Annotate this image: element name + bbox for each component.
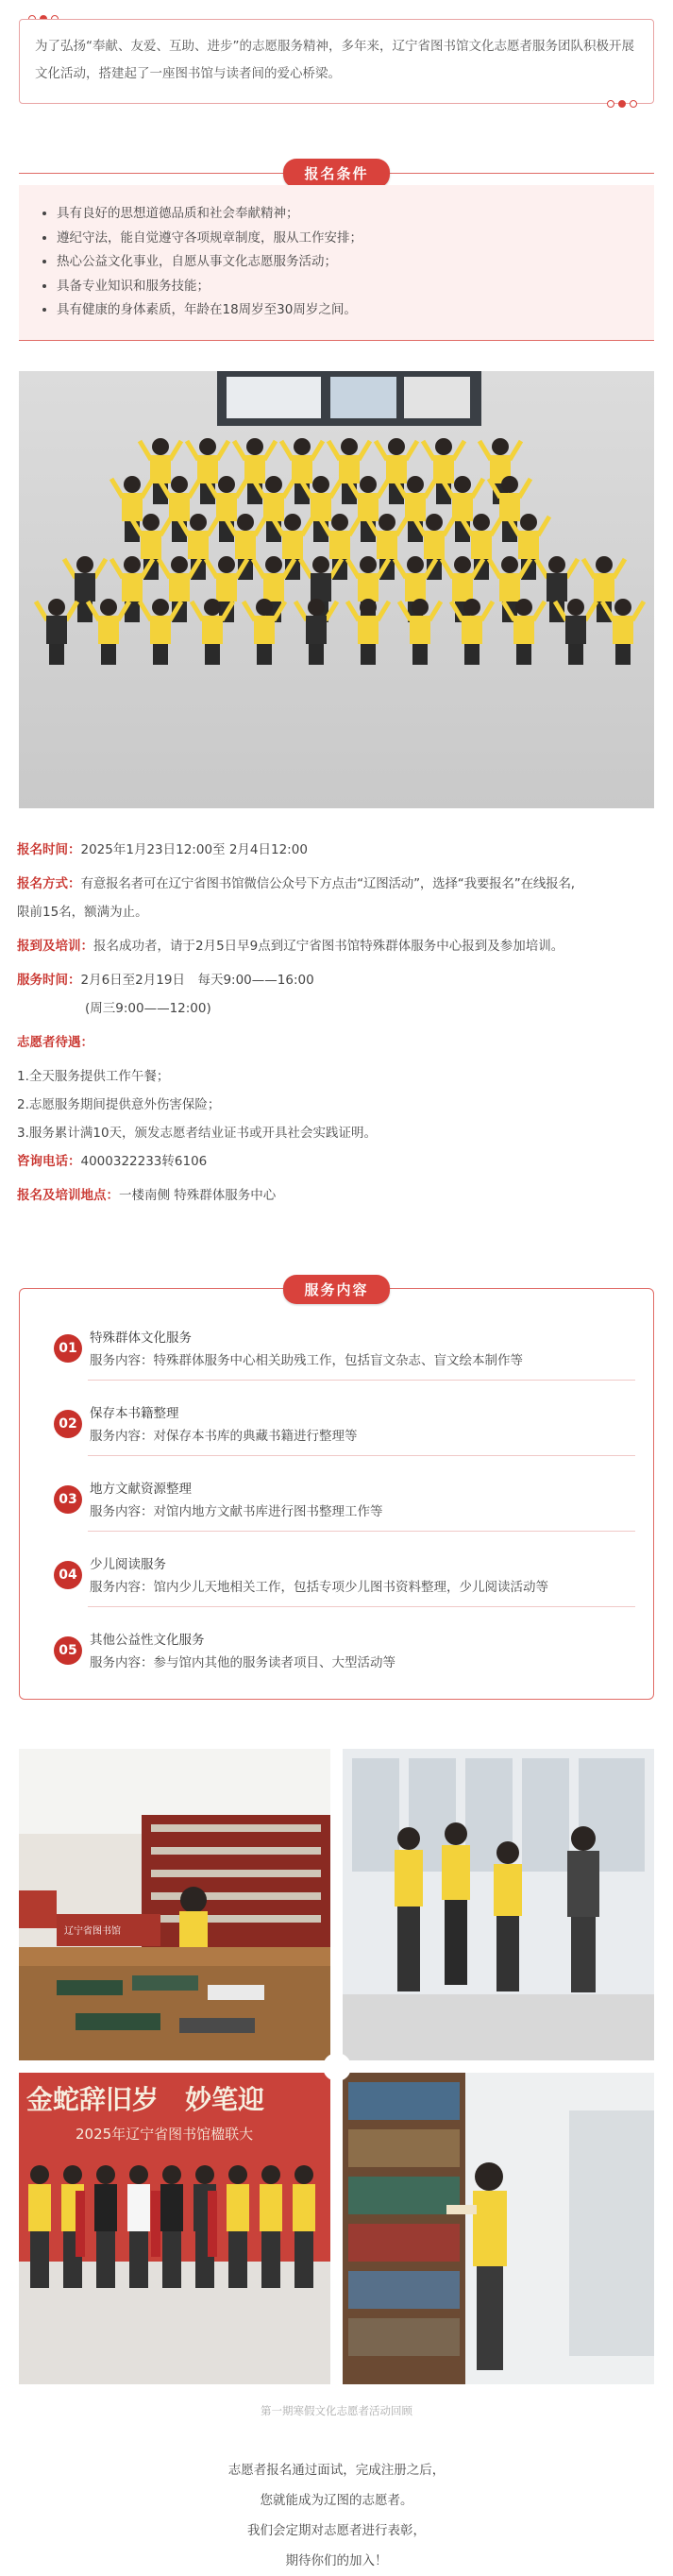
closing-text <box>0 2455 673 2576</box>
services-heading: 服务内容 <box>283 1275 389 1304</box>
closing-line: 我们会定期对志愿者进行表彰， <box>247 2523 426 2538</box>
service-title: 特殊群体文化服务 <box>90 1330 192 1346</box>
closing-line: 期待你们的加入！ <box>285 2553 388 2568</box>
service-time-value: 2月6日至2月19日 每天9:00——16:00 <box>80 973 314 988</box>
photo-volunteers-talk <box>343 1749 654 2060</box>
info-block <box>17 836 659 1210</box>
conditions-heading: 报名条件 <box>283 159 389 188</box>
service-title: 其他公益性文化服务 <box>90 1633 205 1648</box>
event-people <box>28 2165 315 2288</box>
service-desc: 服务内容：对保存本书库的典藏书籍进行整理等 <box>90 1429 358 1444</box>
service-time-label: 服务时间： <box>17 973 81 988</box>
intro-box <box>19 19 654 104</box>
booth-sign-text: 辽宁省图书馆 <box>64 1926 121 1937</box>
service-title: 少儿阅读服务 <box>90 1557 166 1572</box>
service-time-row <box>17 966 659 994</box>
condition-item: • 热心公益文化事业，自愿从事文化志愿服务活动； <box>57 250 635 275</box>
decor-dot <box>618 100 626 108</box>
service-time-cont: (周三9:00——12:00) <box>85 1001 211 1016</box>
condition-item: • 具备专业知识和服务技能； <box>57 275 635 299</box>
group-photo <box>19 371 654 808</box>
benefit-item: 2.志愿服务期间提供意外伤害保险； <box>17 1097 221 1112</box>
conditions-heading-wrap <box>0 159 673 188</box>
location-row <box>17 1181 659 1210</box>
photo-volunteers-talk-image <box>343 1749 654 2060</box>
group-photo-image <box>19 371 654 808</box>
service-desc: 服务内容：馆内少儿天地相关工作，包括专项少儿图书资料整理，少儿阅读活动等 <box>90 1580 548 1595</box>
service-desc: 服务内容：参与馆内其他的服务读者项目、大型活动等 <box>90 1655 395 1670</box>
training-row <box>17 932 659 960</box>
signup-time-value: 2025年1月23日12:00至 2月4日12:00 <box>80 842 308 857</box>
intro-text: 为了弘扬“奉献、友爱、互助、进步”的志愿服务精神，多年来，辽宁省图书馆文化志愿者服务团队积极开展文化活动，搭建起了一座图书馆与读者间的爱心桥梁。 <box>35 39 634 81</box>
signup-method-label: 报名方式： <box>17 876 81 891</box>
photo-caption: 第一期寒假文化志愿者活动回顾 <box>261 2404 412 2417</box>
phone-value: 4000322233转6106 <box>80 1154 208 1169</box>
conditions-box <box>19 185 654 341</box>
benefit-item: 3.服务累计满10天，颁发志愿者结业证书或开具社会实践证明。 <box>17 1126 378 1141</box>
photo-shelving-books <box>343 2073 654 2384</box>
service-number: 01 <box>54 1334 82 1363</box>
service-number: 02 <box>54 1410 82 1438</box>
closing-line: 志愿者报名通过面试，完成注册之后， <box>227 2463 446 2478</box>
service-number: 05 <box>54 1636 82 1665</box>
signup-time-row <box>17 836 659 864</box>
service-number: 03 <box>54 1485 82 1514</box>
benefits-label: 志愿者待遇： <box>17 1035 93 1050</box>
service-desc: 服务内容：特殊群体服务中心相关助残工作，包括盲文杂志、盲文绘本制作等 <box>90 1353 523 1368</box>
condition-item: • 具有健康的身体素质，年龄在18周岁至30周岁之间。 <box>57 298 635 323</box>
decor-dot <box>630 100 637 108</box>
conditions-bottom-line <box>19 340 654 341</box>
condition-item: • 遵纪守法，能自觉遵守各项规章制度，服从工作安排； <box>57 227 635 251</box>
services-box <box>19 1288 654 1700</box>
signup-method-row <box>17 870 659 898</box>
benefit-item: 1.全天服务提供工作午餐； <box>17 1069 170 1084</box>
service-divider <box>88 1455 635 1456</box>
photo-bookshelf-booth-image <box>19 1749 330 2060</box>
service-divider <box>88 1606 635 1607</box>
banner-text: 金蛇辞旧岁 妙笔迎 <box>26 2084 265 2115</box>
photo-shelving-books-image <box>343 2073 654 2384</box>
service-title: 保存本书籍整理 <box>90 1406 179 1421</box>
photo-calligraphy-event <box>19 2073 330 2384</box>
intro-bottom-dots <box>607 100 637 108</box>
services-heading-wrap <box>0 1275 673 1304</box>
service-title: 地方文献资源整理 <box>90 1482 192 1497</box>
photo-grid-center-dot <box>323 2053 351 2081</box>
phone-label: 咨询电话： <box>17 1154 81 1169</box>
conditions-list <box>40 202 635 323</box>
service-divider <box>88 1531 635 1532</box>
service-desc: 服务内容：对馆内地方文献书库进行图书整理工作等 <box>90 1504 383 1519</box>
location-label: 报名及培训地点： <box>17 1188 119 1203</box>
service-divider <box>88 1380 635 1381</box>
photo-calligraphy-event-image <box>19 2073 330 2384</box>
closing-line: 您就能成为辽图的志愿者。 <box>260 2493 413 2508</box>
training-value: 报名成功者，请于2月5日早9点到辽宁省图书馆特殊群体服务中心报到及参加培训。 <box>93 939 564 954</box>
signup-method-cont: 限前15名，额满为止。 <box>17 905 148 920</box>
photo-bookshelf-booth <box>19 1749 330 2060</box>
training-label: 报到及培训： <box>17 939 93 954</box>
service-number: 04 <box>54 1561 82 1589</box>
condition-item: • 具有良好的思想道德品质和社会奉献精神； <box>57 202 635 227</box>
signup-time-label: 报名时间： <box>17 842 81 857</box>
decor-dot <box>607 100 614 108</box>
location-value: 一楼南侧 特殊群体服务中心 <box>119 1188 277 1203</box>
banner-subtext: 2025年辽宁省图书馆楹联大 <box>76 2126 254 2143</box>
phone-row <box>17 1147 659 1176</box>
signup-method-value: 有意报名者可在辽宁省图书馆微信公众号下方点击“辽图活动”，选择“我要报名”在线报名, <box>80 876 575 891</box>
